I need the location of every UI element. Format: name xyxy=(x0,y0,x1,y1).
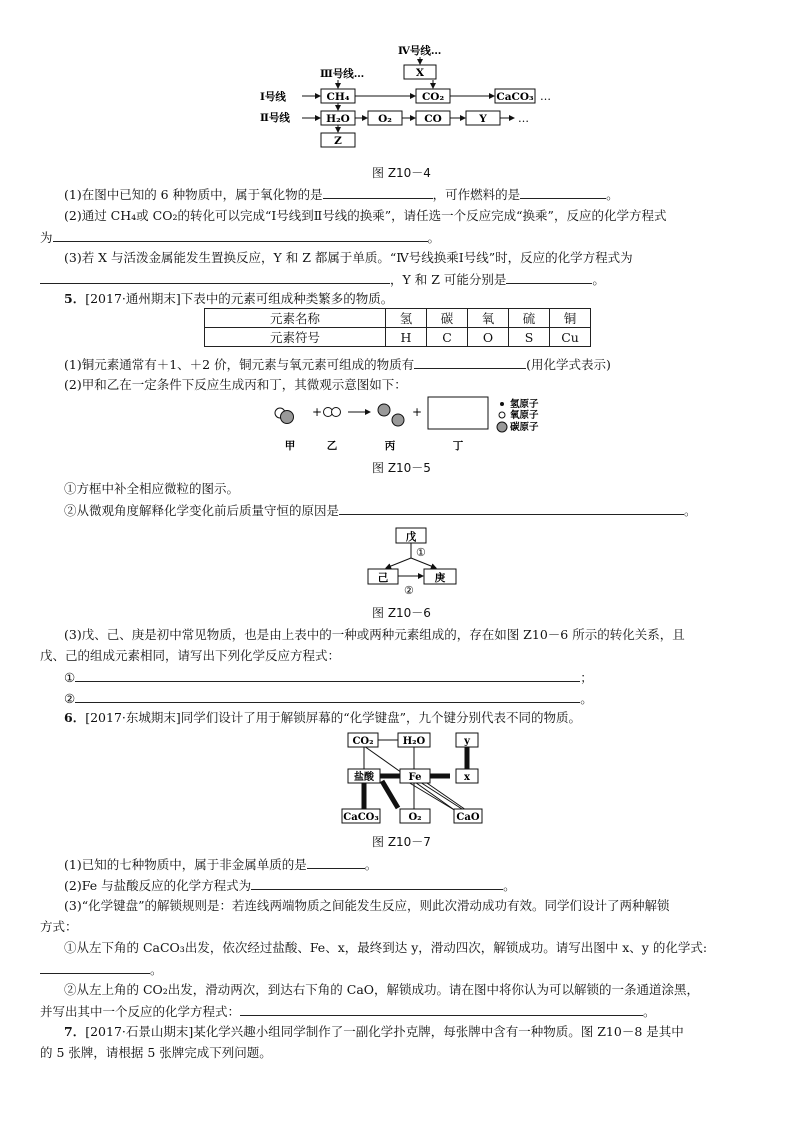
key-fe-label: Fe xyxy=(408,772,422,783)
label-yi: 乙 xyxy=(326,440,338,452)
q4-part3-line2: ，Y 和 Z 可能分别是 。 xyxy=(40,270,605,289)
legend-oxygen: 氧原子 xyxy=(510,410,539,421)
q5-sub1: ①方框中补全相应微粒的图示。 xyxy=(64,481,240,496)
figure-z10-4 xyxy=(250,40,580,148)
hydrogen-legend-icon xyxy=(500,402,504,406)
box-h2o-label: H₂O xyxy=(326,113,350,125)
q5-part3-line1: (3)戊、己、庚是初中常见物质，也是由上表中的一种或两种元素组成的，存在如图 Z10－6 所示的转化关系，且 xyxy=(64,627,685,642)
key-co2-label: CO₂ xyxy=(352,736,374,747)
line-iii-label: Ⅲ号线… xyxy=(320,68,365,80)
q4-part2-line2: 为 。 xyxy=(40,230,441,245)
line-iv-label: Ⅳ号线… xyxy=(398,45,442,57)
node-geng-label: 庚 xyxy=(434,572,446,584)
q6-part3-line2: 方式： xyxy=(40,919,78,934)
key-h2o-label: H₂O xyxy=(402,736,426,747)
ellipsis-2: … xyxy=(518,112,529,125)
box-y-label: Y xyxy=(479,113,487,125)
box-z-label: Z xyxy=(334,135,342,147)
figure-z10-7 xyxy=(338,728,488,830)
bing-carbon-atom xyxy=(378,404,390,416)
bing-carbon-atom xyxy=(392,414,404,426)
element-table xyxy=(204,308,591,347)
box-o2-label: O₂ xyxy=(378,113,392,125)
q5-eq1: ① ； xyxy=(64,670,593,685)
table-row: 元素名称 氢 碳 氧 硫 铜 xyxy=(205,309,591,328)
q6-sub2-line1: ②从左上角的 CO₂出发，滑动两次，到达右下角的 CaO，解锁成功。请在图中将你认为可以解锁的一条通道涂黑， xyxy=(64,982,700,997)
figure-z10-6 xyxy=(360,524,460,596)
q5-part3-line2: 戊、己的组成元素相同，请写出下列化学反应方程式： xyxy=(40,648,341,663)
line-ii-label: Ⅱ号线 xyxy=(260,112,290,124)
q5-eq2: ② 。 xyxy=(64,691,593,706)
q7-line1: 7．[2017·石景山期末]某化学兴趣小组同学制作了一副化学扑克牌，每张牌中含有一种物质。图 Z10－8 是其中 xyxy=(64,1024,684,1039)
label-bing: 丙 xyxy=(384,440,396,452)
caption-z10-4: 图 Z10－4 xyxy=(372,166,431,180)
table-row: 元素符号 H C O S Cu xyxy=(205,328,591,347)
q6-part2: (2)Fe 与盐酸反应的化学方程式为 。 xyxy=(64,878,516,893)
caption-z10-7: 图 Z10－7 xyxy=(372,835,431,849)
q6-sub1-line1: ①从左下角的 CaCO₃出发，依次经过盐酸、Fe、x，最终到达 y，滑动四次，解锁成功。请写出图中 x、y 的化学式: xyxy=(64,940,708,955)
box-caco3-label: CaCO₃ xyxy=(496,91,534,103)
q4-part3-line1: (3)若 X 与活泼金属能发生置换反应，Y 和 Z 都属于单质。“Ⅳ号线换乘Ⅰ号线”时，反应的化学方程式为 xyxy=(64,250,633,265)
key-hcl-label: 盐酸 xyxy=(354,772,374,783)
q6-header: 6．[2017·东城期末]同学们设计了用于解锁屏幕的“化学键盘”，九个键分别代表不同的物质。 xyxy=(64,710,582,725)
key-x-label: x xyxy=(464,772,470,783)
q5-part2: (2)甲和乙在一定条件下反应生成丙和丁，其微观示意图如下： xyxy=(64,377,407,392)
legend-hydrogen: 氢原子 xyxy=(510,399,539,410)
line-i-label: Ⅰ号线 xyxy=(260,91,286,103)
key-caco3-label: CaCO₃ xyxy=(343,812,379,823)
box-x-label: X xyxy=(415,67,425,79)
q4-part2-line1: (2)通过 CH₄或 CO₂的转化可以完成“Ⅰ号线到Ⅱ号线的换乘”，请任选一个反应完成“换乘”，反应的化学方程式 xyxy=(64,208,667,223)
label-ding: 丁 xyxy=(452,440,464,452)
q7-line2: 的 5 张牌，请根据 5 张牌完成下列问题。 xyxy=(40,1045,272,1060)
box-co-label: CO xyxy=(424,113,442,125)
ding-answer-box xyxy=(428,397,488,429)
ellipsis-1: … xyxy=(540,90,551,103)
q5-header: 5．[2017·通州期末]下表中的元素可组成种类繁多的物质。 xyxy=(64,291,394,306)
q6-part3-line1: (3)“化学键盘”的解锁规则是：若连线两端物质之间能发生反应，则此次滑动成功有效。同学们设计了两种解锁 xyxy=(64,898,670,913)
q4-part1: (1)在图中已知的 6 种物质中，属于氧化物的是 ，可作燃料的是 。 xyxy=(64,187,619,202)
q6-sub1-line2: 。 xyxy=(40,960,163,979)
q6-part1: (1)已知的七种物质中，属于非金属单质的是 。 xyxy=(64,857,378,872)
carbon-legend-icon xyxy=(497,422,507,432)
plus-sign: + xyxy=(312,405,323,419)
caption-z10-6: 图 Z10－6 xyxy=(372,606,431,620)
yi-oxygen-atom xyxy=(332,408,341,417)
jia-carbon-atom xyxy=(281,411,294,424)
q5-sub2: ②从微观角度解释化学变化前后质量守恒的原因是 。 xyxy=(64,503,697,518)
box-ch4-label: CH₄ xyxy=(326,91,350,103)
plus-sign: + xyxy=(412,405,423,419)
oxygen-legend-icon xyxy=(499,412,505,418)
mark-1: ① xyxy=(416,546,426,559)
mark-2: ② xyxy=(404,584,414,596)
key-y-label: y xyxy=(464,736,470,747)
q5-part1: (1)铜元素通常有＋1、＋2 价，铜元素与氧元素可组成的物质有 (用化学式表示) xyxy=(64,357,611,372)
box-co2-label: CO₂ xyxy=(421,91,445,103)
node-ji-label: 己 xyxy=(377,572,389,584)
node-wu-label: 戊 xyxy=(405,531,417,543)
label-jia: 甲 xyxy=(284,440,296,452)
q6-sub2-line2: 并写出其中一个反应的化学方程式： 。 xyxy=(40,1004,656,1019)
key-cao-label: CaO xyxy=(456,812,480,823)
caption-z10-5: 图 Z10－5 xyxy=(372,461,431,475)
figure-z10-5 xyxy=(262,394,562,456)
key-o2-label: O₂ xyxy=(408,812,422,823)
legend-carbon: 碳原子 xyxy=(510,422,539,433)
